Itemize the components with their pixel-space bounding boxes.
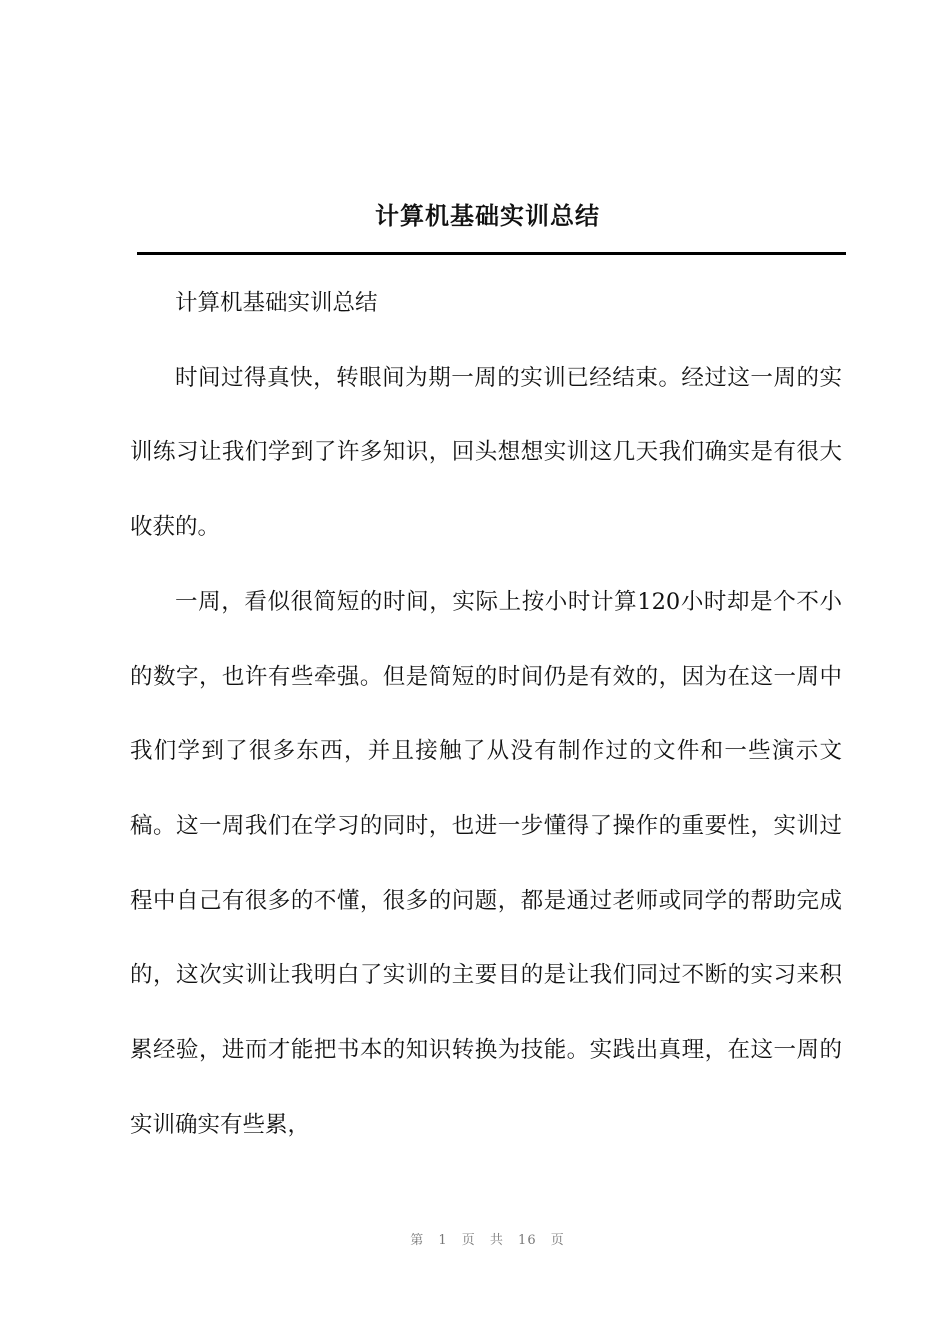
title-divider <box>137 252 846 255</box>
paragraph-intro: 时间过得真快，转眼间为期一周的实训已经结束。经过这一周的实训练习让我们学到了许多知识，回头想想实训这几天我们确实是有很大收获的。 <box>130 364 842 541</box>
document-title: 计算机基础实训总结 <box>375 201 600 230</box>
document-body <box>130 266 842 1162</box>
paragraph-heading: 计算机基础实训总结 <box>175 290 378 316</box>
page-number-footer: 第 1 页 共 16 页 <box>410 1233 565 1248</box>
paragraph-main: 一周，看似很简短的时间，实际上按小时计算120小时却是个不小的数字，也许有些牵强。但是简短的时间仍是有效的，因为在这一周中我们学到了很多东西，并且接触了从没有制作过的文件和一些演示文稿。这一周我们在学习的同时，也进一步懂得了操作的重要性，实训过程中自己有很多的不懂，很多的问题，都是通过老师或同学的帮助完成的，这次实训让我明白了实训的主要目的是让我们同过不断的实习来积累经验，进而才能把书本的知识转换为技能。实践出真理，在这一周的实训确实有些累， <box>130 588 842 1138</box>
